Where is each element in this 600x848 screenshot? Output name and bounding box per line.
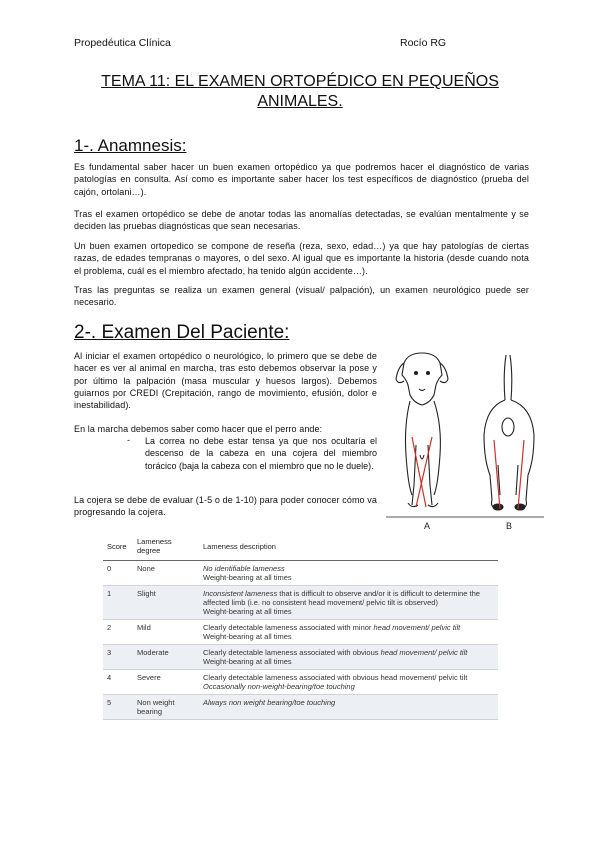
cell-score: 0 (103, 561, 133, 586)
figure-label-b: B (506, 521, 513, 531)
header-score: Score (103, 533, 133, 561)
cell-degree: Slight (133, 586, 199, 620)
cell-description (199, 620, 498, 645)
cell-score: 4 (103, 670, 133, 695)
desc-line: Weight-bearing at all times (203, 632, 292, 641)
desc-line (203, 589, 494, 607)
desc-italic: Inconsistent lameness (203, 589, 278, 598)
header-degree: Lameness degree (133, 533, 199, 561)
desc-line: Weight-bearing at all times (203, 573, 292, 582)
bullet-text: La correa no debe estar tensa ya que nos ocultaría el descenso de la cabeza en una cojera del miembro torácico (baja la cabeza con el miembro que no le duele). (145, 436, 377, 471)
section-2-paragraph-3: La cojera se debe de evaluar (1-5 o de 1-10) para poder conocer cómo va progresando la cojera. (74, 495, 377, 518)
cell-degree: Mild (133, 620, 199, 645)
bullet-dash: - (127, 435, 130, 445)
table-row (103, 561, 498, 586)
cell-description (199, 695, 498, 720)
section-2-heading: 2-. Examen Del Paciente: (74, 322, 290, 343)
desc-italic: head movement/ pelvic tilt (373, 623, 461, 632)
desc-line: Weight-bearing at all times (203, 657, 292, 666)
section-1-paragraph-2: Tras el examen ortopédico se debe de anotar todas las anomalías detectadas, se evalúan mentalmente y se deciden las pruebas diagnósticas que sean necesarias. (74, 209, 529, 232)
cell-score: 1 (103, 586, 133, 620)
cell-score: 2 (103, 620, 133, 645)
lameness-table (103, 533, 498, 720)
desc-line: No identifiable lameness (203, 564, 285, 573)
desc-line: Weight-bearing at all times (203, 607, 292, 616)
section-1-heading: 1-. Anamnesis: (74, 136, 187, 155)
table-row (103, 695, 498, 720)
cell-description (199, 670, 498, 695)
table-row (103, 620, 498, 645)
figure-label-a: A (424, 521, 431, 531)
axis-line-b2 (518, 440, 524, 509)
cell-degree: None (133, 561, 199, 586)
header-author: Rocío RG (400, 37, 447, 49)
section-1-paragraph-4: Tras las preguntas se realiza un examen general (visual/ palpación), un examen neurológico puede ser necesario. (74, 285, 529, 308)
header-description: Lameness description (199, 533, 498, 561)
desc-line: Occasionally non-weight-bearing/toe touching (203, 682, 355, 691)
desc-italic: head movement/ pelvic tilt (380, 648, 468, 657)
dog-front-view-illustration (396, 353, 448, 507)
table-row (103, 670, 498, 695)
desc-line (203, 623, 494, 632)
cell-degree: Non weight bearing (133, 695, 199, 720)
dog-rear-view-illustration (484, 355, 534, 510)
desc-text: Clearly detectable lameness associated with obvious (203, 648, 381, 657)
desc-line: Always non weight bearing/toe touching (203, 698, 336, 707)
desc-line: Clearly detectable lameness associated with obvious head movement/ pelvic tilt (203, 673, 468, 682)
desc-line (203, 648, 494, 657)
page-title: TEMA 11: EL EXAMEN ORTOPÉDICO EN PEQUEÑOS ANIMALES. (101, 73, 499, 110)
table-row (103, 645, 498, 670)
section-1-paragraph-1: Es fundamental saber hacer un buen examen ortopédico ya que podremos hacer el diagnóstico de varias patologías en consulta. Así como es importante saber hacer los test específicos de diagnóstico (prueba del cajón, ortolani…). (74, 162, 529, 197)
table-header-row (103, 533, 498, 561)
cell-description (199, 645, 498, 670)
cell-score: 3 (103, 645, 133, 670)
cell-degree: Moderate (133, 645, 199, 670)
section-1-paragraph-3: Un buen examen ortopedico se compone de reseña (reza, sexo, edad…) ya que hay patologías de ciertas razas, de edades tempranas o mayores, o del sexo. Al igual que es importante la historia (desde cuando nota el problema, cuál es el miembro afectado, ha tenido algún accidente…). (74, 241, 529, 276)
cell-degree: Severe (133, 670, 199, 695)
dog-gait-figure (386, 345, 546, 535)
cell-description (199, 586, 498, 620)
header-course: Propedéutica Clínica (74, 37, 171, 49)
cell-description (199, 561, 498, 586)
section-2-paragraph-2: En la marcha debemos saber como hacer que el perro ande: (74, 424, 323, 434)
section-2-paragraph-1: Al iniciar el examen ortopédico o neurológico, lo primero que se debe de hacer es ver al animal en marcha, tras esto debemos observar la pose y por último la palpación (masa muscular y huesos largos). Debemos guiarnos por CREDI (Crepitación, rango de movimiento, efusión, dolor e inestabilidad). (74, 351, 377, 411)
desc-text: Clearly detectable lameness associated with minor (203, 623, 374, 632)
desc-text: that is difficult to observe and/or it is difficult to determine the affected limb (i.e. no consistent head movement/ pelvic tilt is observed) (203, 589, 480, 607)
cell-score: 5 (103, 695, 133, 720)
table-row (103, 586, 498, 620)
